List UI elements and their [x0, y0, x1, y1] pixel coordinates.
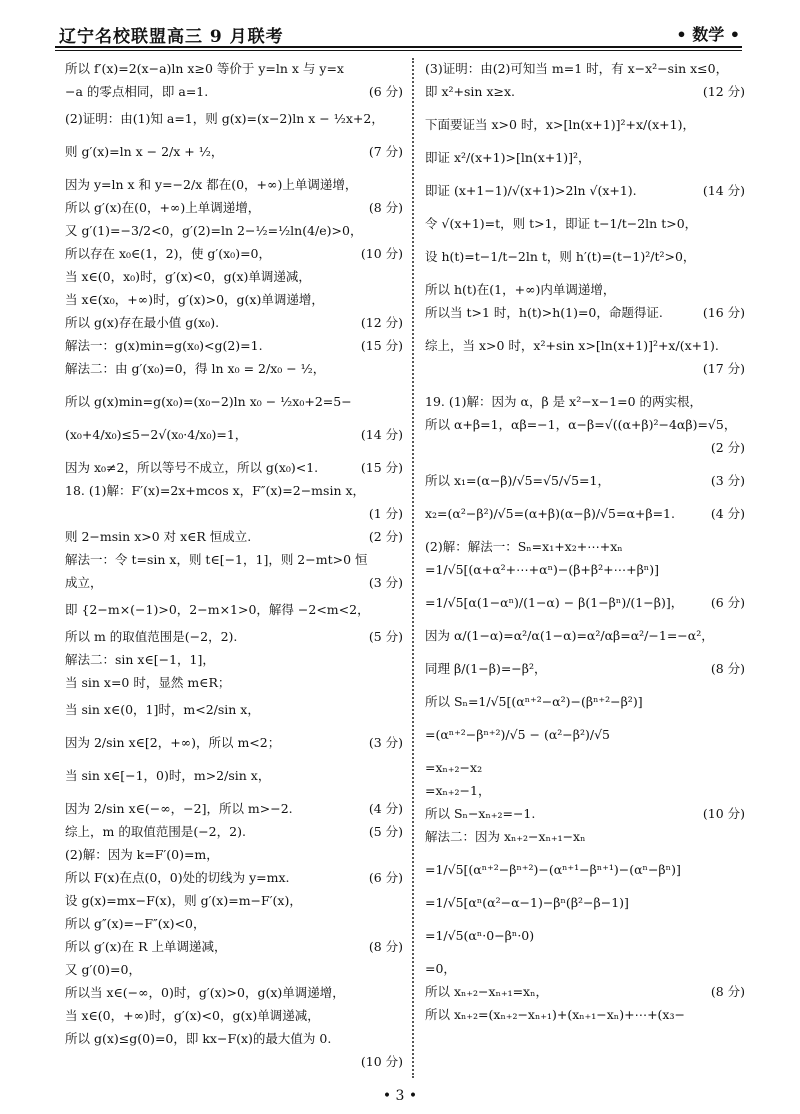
line-text: 所以当 t>1 时，h(t)>h(1)=0，命题得证. — [425, 305, 663, 320]
score-mark: (16 分) — [702, 305, 745, 320]
score-mark: (2 分) — [368, 529, 403, 544]
score-mark: (15 分) — [360, 460, 403, 475]
line-text: 下面要证当 x>0 时，x>[ln(x+1)]²+x/(x+1)， — [425, 117, 695, 132]
score-mark: (2 分) — [710, 440, 745, 455]
line-text: =1/√5[(α+α²+⋯+αⁿ)−(β+β²+⋯+βⁿ)] — [425, 562, 659, 577]
solution-line — [65, 674, 403, 692]
line-text: 解法一：令 t=sin x，则 t∈[−1，1]，则 2−mt>0 恒 — [65, 552, 368, 567]
solution-line — [65, 176, 403, 194]
solution-line — [65, 892, 403, 910]
score-mark: (3 分) — [368, 575, 403, 590]
line-text: 所以 g″(x)=−F″(x)<0， — [65, 916, 206, 931]
solution-line — [425, 60, 745, 78]
score-mark: (7 分) — [368, 144, 403, 159]
line-text: 解法二：因为 xₙ₊₂−xₙ₊₁−xₙ — [425, 829, 586, 844]
line-text: 综上，当 x>0 时，x²+sin x>[ln(x+1)]²+x/(x+1). — [425, 338, 719, 353]
line-text: 所以 g(x)≤g(0)=0，即 kx−F(x)的最大值为 0. — [65, 1031, 332, 1046]
page-header — [55, 18, 742, 48]
score-mark: (8 分) — [368, 200, 403, 215]
line-text: (3)证明：由(2)可知当 m=1 时，有 x−x²−sin x≤0， — [425, 61, 729, 76]
solution-line — [65, 505, 403, 523]
solution-line — [65, 268, 403, 286]
solution-line — [425, 1006, 745, 1024]
line-text: 所以 F(x)在点(0，0)处的切线为 y=mx. — [65, 870, 290, 885]
solution-line — [65, 869, 403, 887]
solution-line — [65, 1007, 403, 1025]
solution-line — [425, 215, 745, 233]
solution-line — [425, 782, 745, 800]
solution-line — [65, 984, 403, 1002]
solution-line — [425, 337, 745, 355]
solution-line — [65, 459, 403, 477]
line-text: =1/√5[αⁿ(α²−α−1)−βⁿ(β²−β−1)] — [425, 895, 629, 910]
line-text: 所以 g(x)min=g(x₀)=(x₀−2)ln x₀ − ½x₀+2=5− — [65, 394, 352, 409]
line-text: 即证 x²/(x+1)>[ln(x+1)]²， — [425, 150, 591, 165]
solution-line — [65, 291, 403, 309]
score-mark: (4 分) — [368, 801, 403, 816]
score-mark: (12 分) — [360, 315, 403, 330]
solution-line — [425, 561, 745, 579]
solution-line — [65, 199, 403, 217]
column-divider — [412, 58, 414, 1078]
line-text: 所以 m 的取值范围是(−2，2). — [65, 629, 238, 644]
solution-line — [425, 248, 745, 266]
line-text: 即证 (x+1−1)/√(x+1)>2ln √(x+1). — [425, 183, 637, 198]
left-column — [65, 60, 403, 1076]
line-text: 因为 2/sin x∈(−∞，−2]，所以 m>−2. — [65, 801, 293, 816]
line-text: 令 √(x+1)=t，则 t>1，即证 t−1/t−2ln t>0， — [425, 216, 698, 231]
right-column — [425, 60, 745, 1029]
line-text: 所以 f′(x)=2(x−a)ln x≥0 等价于 y=ln x 与 y=x — [65, 61, 344, 76]
line-text: 当 sin x∈[−1，0)时，m>2/sin x， — [65, 768, 271, 783]
line-text: =0， — [425, 961, 456, 976]
solution-line — [425, 393, 745, 411]
line-text: 当 x∈(x₀，+∞)时，g′(x)>0，g(x)单调递增， — [65, 292, 324, 307]
line-text: =1/√5(αⁿ·0−βⁿ·0) — [425, 928, 535, 943]
solution-line — [425, 894, 745, 912]
score-mark: (8 分) — [710, 984, 745, 999]
line-text: x₂=(α²−β²)/√5=(α+β)(α−β)/√5=α+β=1. — [425, 506, 675, 521]
score-mark: (5 分) — [368, 629, 403, 644]
line-text: 则 2−msin x>0 对 x∈R 恒成立. — [65, 529, 252, 544]
line-text: 解法二：由 g′(x₀)=0，得 ln x₀ = 2/x₀ − ½， — [65, 361, 326, 376]
score-mark: (6 分) — [368, 870, 403, 885]
solution-line — [425, 149, 745, 167]
score-mark: (3 分) — [368, 735, 403, 750]
solution-line — [65, 823, 403, 841]
solution-line — [65, 767, 403, 785]
solution-line — [65, 482, 403, 500]
solution-line — [65, 1030, 403, 1048]
solution-line — [65, 846, 403, 864]
solution-line — [65, 110, 403, 128]
solution-line — [425, 759, 745, 777]
solution-line — [65, 83, 403, 101]
solution-line — [65, 393, 403, 411]
score-mark: (8 分) — [710, 661, 745, 676]
score-mark: (6 分) — [368, 84, 403, 99]
line-text: 当 sin x∈(0，1]时，m<2/sin x， — [65, 702, 260, 717]
solution-line — [425, 594, 745, 612]
score-mark: (8 分) — [368, 939, 403, 954]
solution-line — [425, 660, 745, 678]
solution-line — [425, 472, 745, 490]
solution-line — [65, 337, 403, 355]
solution-line — [425, 927, 745, 945]
line-text: 19. (1)解：因为 α，β 是 x²−x−1=0 的两实根， — [425, 394, 703, 409]
solution-line — [65, 528, 403, 546]
solution-line — [425, 416, 745, 434]
line-text: 即 x²+sin x≥x. — [425, 84, 515, 99]
solution-line — [65, 574, 403, 592]
line-text: 又 g′(1)=−3/2<0，g′(2)=ln 2−½=½ln(4/e)>0， — [65, 223, 363, 238]
line-text: 所以 xₙ₊₂−xₙ₊₁=xₙ， — [425, 984, 549, 999]
header-rule-thin — [55, 50, 742, 51]
line-text: 解法一：g(x)min=g(x₀)<g(2)=1. — [65, 338, 263, 353]
score-mark: (15 分) — [360, 338, 403, 353]
line-text: 所以 xₙ₊₂=(xₙ₊₂−xₙ₊₁)+(xₙ₊₁−xₙ)+⋯+(x₃− — [425, 1007, 685, 1022]
score-mark: (17 分) — [702, 361, 745, 376]
line-text: 成立， — [65, 575, 103, 590]
subject-label: • 数学 • — [676, 25, 740, 44]
solution-line — [425, 281, 745, 299]
line-text: 当 x∈(0，x₀)时，g′(x)<0，g(x)单调递减， — [65, 269, 311, 284]
score-mark: (3 分) — [710, 473, 745, 488]
line-text: 18. (1)解：F′(x)=2x+mcos x，F″(x)=2−msin x， — [65, 483, 366, 498]
solution-line — [65, 628, 403, 646]
line-text: 因为 α/(1−α)=α²/α(1−α)=α²/αβ=α²/−1=−α²， — [425, 628, 714, 643]
line-text: −a 的零点相同，即 a=1. — [65, 84, 209, 99]
solution-line — [425, 726, 745, 744]
line-text: 所以当 x∈(−∞，0)时，g′(x)>0，g(x)单调递增， — [65, 985, 345, 1000]
score-mark: (10 分) — [702, 806, 745, 821]
line-text: 设 g(x)=mx−F(x)，则 g′(x)=m−F′(x)， — [65, 893, 302, 908]
solution-line — [65, 143, 403, 161]
score-mark: (10 分) — [360, 246, 403, 261]
solution-line — [65, 734, 403, 752]
line-text: (2)解：因为 k=F′(0)=m， — [65, 847, 219, 862]
solution-line — [65, 245, 403, 263]
line-text: 当 sin x=0 时，显然 m∈R； — [65, 675, 231, 690]
solution-line — [425, 960, 745, 978]
solution-line — [65, 360, 403, 378]
score-mark: (10 分) — [360, 1054, 403, 1069]
line-text: =xₙ₊₂−1， — [425, 783, 491, 798]
solution-line — [65, 1053, 403, 1071]
solution-line — [65, 314, 403, 332]
solution-line — [425, 116, 745, 134]
line-text: =1/√5[α(1−αⁿ)/(1−α) − β(1−βⁿ)/(1−β)]， — [425, 595, 684, 610]
line-text: 所以存在 x₀∈(1，2)，使 g′(x₀)=0， — [65, 246, 272, 261]
line-text: 因为 y=ln x 和 y=−2/x 都在(0，+∞)上单调递增， — [65, 177, 358, 192]
solution-line — [65, 551, 403, 569]
line-text: (x₀+4/x₀)≤5−2√(x₀·4/x₀)=1， — [65, 427, 248, 442]
line-text: (2)证明：由(1)知 a=1，则 g(x)=(x−2)ln x − ½x+2， — [65, 111, 384, 126]
solution-line — [65, 222, 403, 240]
line-text: 所以 h(t)在(1，+∞)内单调递增， — [425, 282, 616, 297]
solution-line — [65, 426, 403, 444]
line-text: =1/√5[(αⁿ⁺²−βⁿ⁺²)−(αⁿ⁺¹−βⁿ⁺¹)−(αⁿ−βⁿ)] — [425, 862, 681, 877]
solution-line — [65, 651, 403, 669]
solution-line — [65, 961, 403, 979]
solution-line — [425, 805, 745, 823]
solution-line — [65, 60, 403, 78]
line-text: 所以 g′(x)在(0，+∞)上单调递增， — [65, 200, 261, 215]
solution-line — [425, 360, 745, 378]
line-text: 则 g′(x)=ln x − 2/x + ½， — [65, 144, 224, 159]
line-text: (2)解：解法一：Sₙ=x₁+x₂+⋯+xₙ — [425, 539, 623, 554]
score-mark: (4 分) — [710, 506, 745, 521]
line-text: =xₙ₊₂−x₂ — [425, 760, 483, 775]
score-mark: (14 分) — [360, 427, 403, 442]
score-mark: (6 分) — [710, 595, 745, 610]
line-text: 所以 x₁=(α−β)/√5=√5/√5=1， — [425, 473, 610, 488]
line-text: 所以 Sₙ=1/√5[(αⁿ⁺²−α²)−(βⁿ⁺²−β²)] — [425, 694, 643, 709]
line-text: 即 {2−m×(−1)>0，2−m×1>0，解得 −2<m<2， — [65, 602, 370, 617]
line-text: 所以 g′(x)在 R 上单调递减， — [65, 939, 227, 954]
line-text: 因为 2/sin x∈[2，+∞)，所以 m<2； — [65, 735, 281, 750]
line-text: 设 h(t)=t−1/t−2ln t，则 h′(t)=(t−1)²/t²>0， — [425, 249, 696, 264]
line-text: =(αⁿ⁺²−βⁿ⁺²)/√5 − (α²−β²)/√5 — [425, 727, 610, 742]
solution-line — [425, 983, 745, 1001]
page-number: • 3 • — [382, 1088, 418, 1104]
line-text: 又 g′(0)=0， — [65, 962, 141, 977]
solution-line — [425, 627, 745, 645]
solution-line — [65, 800, 403, 818]
score-mark: (14 分) — [702, 183, 745, 198]
solution-line — [65, 601, 403, 619]
solution-line — [425, 538, 745, 556]
solution-line — [65, 915, 403, 933]
solution-line — [65, 701, 403, 719]
solution-line — [425, 83, 745, 101]
header-rule-thick — [55, 46, 742, 48]
line-text: 当 x∈(0，+∞)时，g′(x)<0，g(x)单调递减， — [65, 1008, 320, 1023]
line-text: 综上，m 的取值范围是(−2，2). — [65, 824, 246, 839]
score-mark: (1 分) — [368, 506, 403, 521]
line-text: 所以 g(x)存在最小值 g(x₀). — [65, 315, 220, 330]
solution-line — [65, 938, 403, 956]
solution-line — [425, 505, 745, 523]
exam-title: 辽宁名校联盟高三 9 月联考 — [59, 27, 284, 47]
score-mark: (5 分) — [368, 824, 403, 839]
score-mark: (12 分) — [702, 84, 745, 99]
solution-line — [425, 861, 745, 879]
solution-line — [425, 182, 745, 200]
line-text: 因为 x₀≠2，所以等号不成立，所以 g(x₀)<1. — [65, 460, 319, 475]
line-text: 解法二：sin x∈[−1，1]， — [65, 652, 215, 667]
solution-line — [425, 439, 745, 457]
line-text: 所以 Sₙ−xₙ₊₂=−1. — [425, 806, 536, 821]
solution-line — [425, 304, 745, 322]
line-text: 所以 α+β=1，αβ=−1，α−β=√((α+β)²−4αβ)=√5， — [425, 417, 737, 432]
line-text: 同理 β/(1−β)=−β²， — [425, 661, 547, 676]
solution-line — [425, 693, 745, 711]
solution-line — [425, 828, 745, 846]
